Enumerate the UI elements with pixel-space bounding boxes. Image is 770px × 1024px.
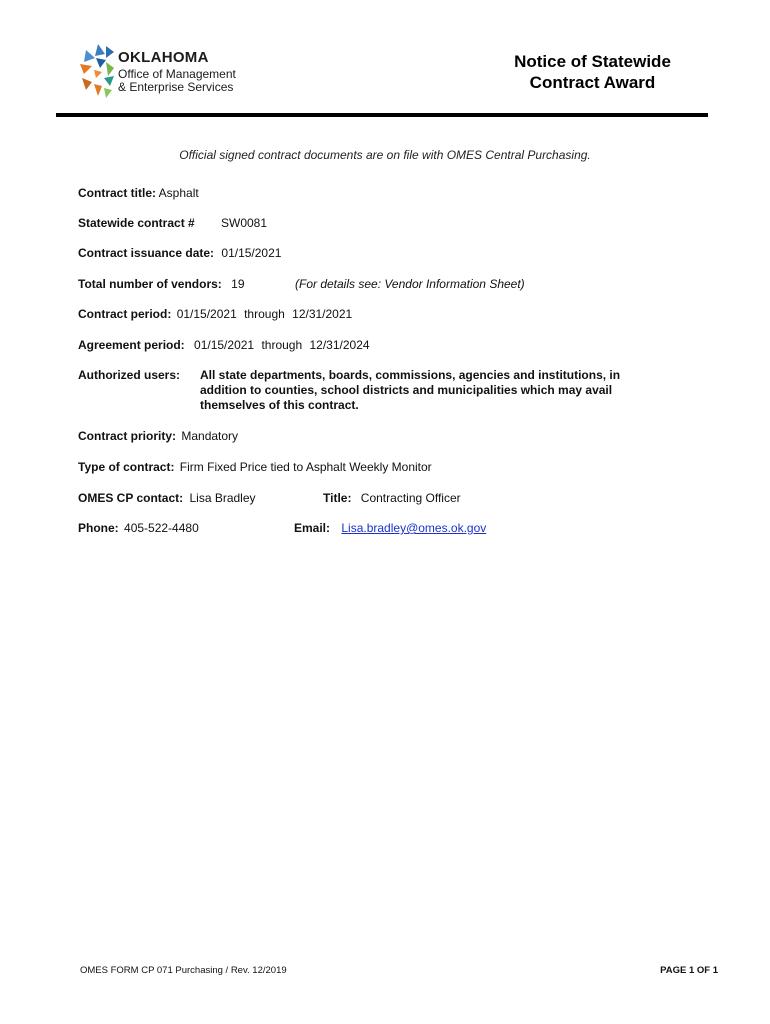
issuance-date-label: Contract issuance date: [78, 246, 215, 260]
contract-type-field [78, 460, 432, 474]
vendors-field [78, 277, 245, 291]
email-label: Email: [294, 521, 331, 535]
priority-label: Contract priority: [78, 429, 177, 443]
contract-period-end: 12/31/2021 [292, 307, 353, 321]
phone-field [78, 521, 199, 535]
contact-title-value: Contracting Officer [360, 491, 461, 505]
contract-number-value: SW0081 [221, 216, 268, 230]
contact-title-field [323, 491, 461, 505]
priority-field [78, 429, 238, 443]
filing-note: Official signed contract documents are on file with OMES Central Purchasing. [179, 148, 591, 162]
page-number: PAGE 1 OF 1 [660, 965, 718, 976]
vendors-label: Total number of vendors: [78, 277, 222, 291]
priority-value: Mandatory [181, 429, 239, 443]
header-divider [56, 113, 708, 117]
agreement-period-end: 12/31/2024 [309, 338, 370, 352]
logo-text [118, 50, 236, 94]
contract-number-label: Statewide contract # [78, 216, 195, 230]
authorized-users-value: All state departments, boards, commissions, agencies and institutions, in addition to counties, school districts and municipalities which may avail themselves of this contract. [200, 368, 621, 412]
phone-label: Phone: [78, 521, 119, 535]
contract-period-start: 01/15/2021 [176, 307, 237, 321]
contact-title-label: Title: [323, 491, 352, 505]
contract-period-through: through [244, 307, 285, 321]
contact-field [78, 491, 256, 505]
document-title-line1: Notice of Statewide [514, 52, 671, 71]
document-title [490, 51, 695, 93]
contact-value: Lisa Bradley [189, 491, 256, 505]
authorized-users-label: Authorized users: [78, 368, 181, 382]
contract-title-field [78, 186, 199, 200]
contract-title-value: Asphalt [158, 186, 199, 200]
contract-number-field [78, 216, 195, 230]
contract-period-field [78, 307, 352, 321]
document-title-line2: Contract Award [529, 73, 656, 92]
contract-type-label: Type of contract: [78, 460, 175, 474]
omes-logo-mark-icon [78, 42, 116, 100]
phone-value: 405-522-4480 [124, 521, 199, 535]
email-field [294, 521, 486, 535]
issuance-date-field [78, 246, 281, 260]
logo-subtitle-line1: Office of Management [118, 67, 236, 81]
agreement-period-label: Agreement period: [78, 338, 185, 352]
contract-title-label: Contract title: [78, 186, 156, 200]
vendors-note: (For details see: Vendor Information Sheet) [295, 277, 525, 291]
contract-type-value: Firm Fixed Price tied to Asphalt Weekly Monitor [179, 460, 432, 474]
omes-logo [78, 42, 283, 104]
agreement-period-start: 01/15/2021 [194, 338, 255, 352]
contract-period-label: Contract period: [78, 307, 172, 321]
agreement-period-through: through [261, 338, 303, 352]
issuance-date-value: 01/15/2021 [221, 246, 282, 260]
agreement-period-field [78, 338, 370, 352]
vendors-value: 19 [231, 277, 245, 291]
contact-label: OMES CP contact: [78, 491, 184, 505]
email-link[interactable]: Lisa.bradley@omes.ok.gov [341, 521, 487, 535]
logo-name: OKLAHOMA [118, 49, 209, 66]
form-number: OMES FORM CP 071 Purchasing / Rev. 12/2019 [80, 965, 287, 976]
logo-subtitle-line2: & Enterprise Services [118, 80, 234, 94]
